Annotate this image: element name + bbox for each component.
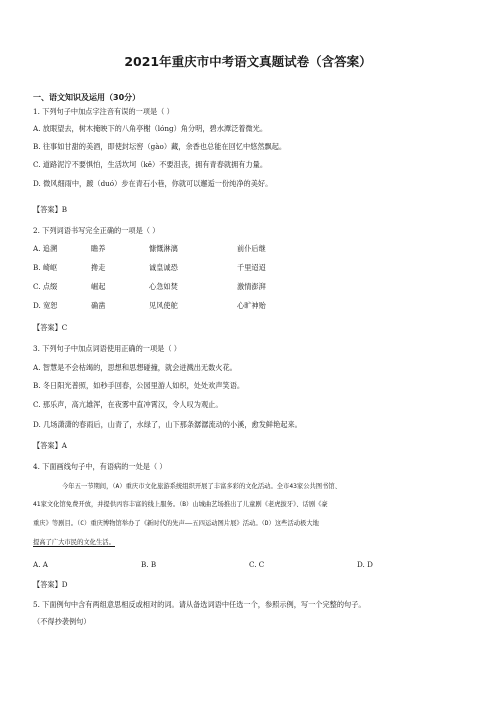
q4-passage-line-3: 重庆》等剧目。（C）重庆博物馆举办了《新时代的先声——五四运动图片展》活动。（D）这些活动极大地 — [33, 520, 319, 527]
q3-option-d: D. 几场潇潇的春雨后，山青了，水绿了，山下那条潺潺流动的小溪，愈发鲜艳起来。 — [33, 420, 302, 429]
q2-row-c: C. 点缀 崛起 心急如焚 激情澎湃 — [33, 282, 266, 291]
document-title: 2021年重庆市中考语文真题试卷（含答案） — [124, 54, 372, 69]
q4-passage-line-2: 41家文化馆免费开放，并提供丙容丰富的线上服务。（B）山城曲艺场推出了儿童剧《老虎拔牙》、话剧《豪 — [33, 501, 328, 508]
q4-answer: 【答案】D — [33, 580, 68, 589]
q2-row-a: A. 追溯 瞻养 慷慨淋漓 前仆后继 — [33, 244, 266, 253]
q3-stem: 3. 下列句子中加点词语使用正确的一项是（ ） — [33, 344, 181, 353]
q1-answer: 【答案】B — [33, 205, 68, 214]
q1-option-b: B. 往事如甘甜的美酒，即使封坛窖（gào）藏，余香也总能在回忆中悠然飘起。 — [33, 142, 287, 151]
q4-stem: 4. 下面画线句子中，有语病的一处是（ ） — [33, 462, 167, 471]
q2-stem: 2. 下列词语书写完全正确的一项是（ ） — [33, 226, 160, 235]
q3-option-b: B. 冬日阳光普照，如秒手回春，公园里游人如织，处处欢声笑语。 — [33, 381, 245, 390]
q1-option-c: C. 道路泥泞不要惧怕，生活坎坷（kě）不要沮丧，拥有青春就拥有力量。 — [33, 160, 268, 169]
q5-stem: 5. 下面例句中含有两组意思相反或相对的词。请从备选词语中任选一个，参照示例，写一个完整的句子。 — [33, 600, 366, 609]
q1-option-a: A. 放眼望去，树木掩映下的八角亭榭（lóng）角分明，碧水潭泛着微光。 — [33, 124, 268, 133]
q4-passage-line-1: 今年五一节期间，（A）重庆市文化旅游系统组织开展了丰富多彩的文化活动。全市43家公共图书馆、 — [62, 483, 341, 490]
q3-answer: 【答案】A — [33, 441, 67, 450]
q5-note: （不得抄袭例句） — [33, 617, 91, 626]
q1-stem: 1. 下列句子中加点字注音有误的一项是（ ） — [33, 107, 174, 116]
q2-row-d: D. 宽恕 确凿 见风使舵 心旷神贻 — [33, 301, 266, 310]
q2-answer: 【答案】C — [33, 323, 68, 332]
q3-option-c: C. 那乐声，高亢雄浑，在夜雾中直冲霄汉，令人叹为观止。 — [33, 400, 223, 409]
q2-row-b: B. 崎岖 搀走 诚皇诚恐 千里迢迢 — [33, 263, 266, 272]
q3-option-a: A. 智慧是不会枯竭的，思想和思想碰撞，就会迸溅出无数火花。 — [33, 363, 237, 372]
q4-options: A. A B. B C. C D. D — [33, 560, 373, 569]
q1-option-d: D. 微风细雨中，踱（duó）步在青石小巷，你就可以邂逅一份纯净的美好。 — [33, 179, 273, 188]
q4-passage-line-4: 提高了广大市民的文化生活。 — [33, 539, 115, 546]
section-heading: 一、语文知识及运用（30分） — [33, 93, 141, 102]
